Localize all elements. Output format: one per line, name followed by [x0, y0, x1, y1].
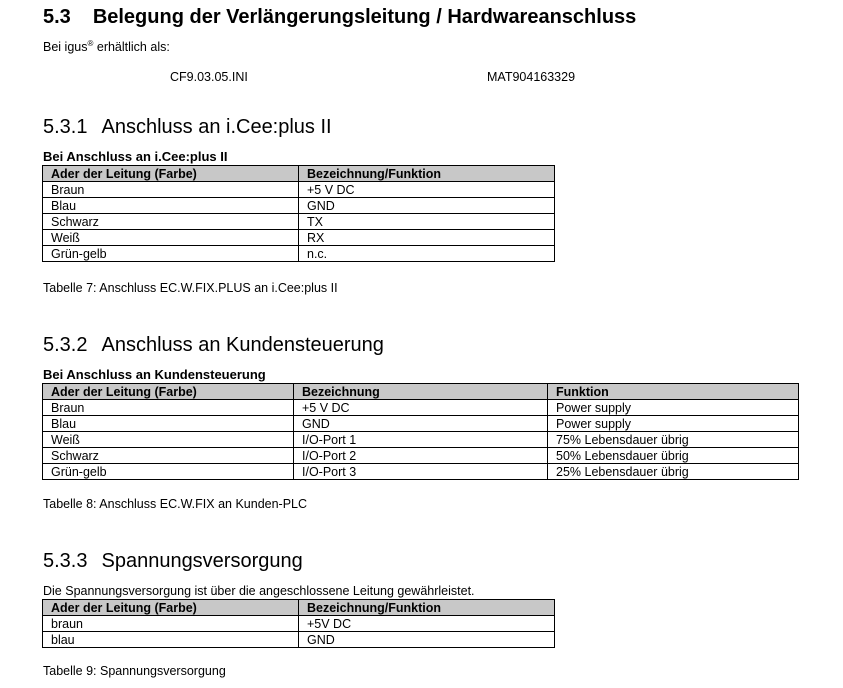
- cell: blau: [43, 632, 299, 648]
- subsection-heading-1: [43, 116, 332, 139]
- cell: GND: [299, 198, 555, 214]
- cell: Power supply: [548, 400, 799, 416]
- cell: I/O-Port 3: [294, 464, 548, 480]
- cell: I/O-Port 1: [294, 432, 548, 448]
- cell: 75% Lebensdauer übrig: [548, 432, 799, 448]
- cell: braun: [43, 616, 299, 632]
- column-header: Bezeichnung/Funktion: [299, 166, 555, 182]
- table-header-row: [43, 166, 555, 182]
- cell: Braun: [43, 400, 294, 416]
- cell: Power supply: [548, 416, 799, 432]
- table-row: [43, 432, 799, 448]
- cell: 25% Lebensdauer übrig: [548, 464, 799, 480]
- table-row: [43, 416, 799, 432]
- table-spannungsversorgung: [42, 599, 555, 648]
- table-row: [43, 464, 799, 480]
- subsection-number-3: 5.3.3: [43, 550, 88, 572]
- table-caption-8: Tabelle 8: Anschluss EC.W.FIX an Kunden-PLC: [43, 497, 308, 511]
- section-heading: [43, 6, 636, 29]
- cell: +5 V DC: [299, 182, 555, 198]
- intro-text: [43, 40, 170, 54]
- cell: Grün-gelb: [43, 464, 294, 480]
- table-row: [43, 400, 799, 416]
- table-label-1: Bei Anschluss an i.Cee:plus II: [43, 149, 228, 164]
- subsection-heading-3: [43, 550, 303, 573]
- cell: Schwarz: [43, 214, 299, 230]
- cell: Blau: [43, 416, 294, 432]
- registered-mark: ®: [87, 38, 94, 48]
- table-row: [43, 198, 555, 214]
- table-header-row: [43, 600, 555, 616]
- subsection-title-1: Anschluss an i.Cee:plus II: [101, 116, 332, 138]
- cell: TX: [299, 214, 555, 230]
- intro-prefix: Bei igus: [43, 40, 88, 54]
- subsection-title-3: Spannungsversorgung: [101, 550, 303, 572]
- column-header: Ader der Leitung (Farbe): [43, 600, 299, 616]
- table-row: [43, 246, 555, 262]
- cell: +5 V DC: [294, 400, 548, 416]
- subsection-number-1: 5.3.1: [43, 116, 88, 138]
- cell: Weiß: [43, 432, 294, 448]
- cell: GND: [294, 416, 548, 432]
- subsection-heading-2: [43, 334, 384, 357]
- cell: RX: [299, 230, 555, 246]
- cell: Grün-gelb: [43, 246, 299, 262]
- table-row: [43, 182, 555, 198]
- cell: Weiß: [43, 230, 299, 246]
- material-number: MAT904163329: [487, 70, 576, 84]
- cell: n.c.: [299, 246, 555, 262]
- cell: GND: [299, 632, 555, 648]
- column-header: Funktion: [548, 384, 799, 400]
- cell: Braun: [43, 182, 299, 198]
- cell: 50% Lebensdauer übrig: [548, 448, 799, 464]
- cell: Blau: [43, 198, 299, 214]
- intro-suffix: erhältlich als:: [93, 40, 170, 54]
- column-header: Ader der Leitung (Farbe): [43, 384, 294, 400]
- table-caption-7: Tabelle 7: Anschluss EC.W.FIX.PLUS an i.Cee:plus II: [43, 281, 338, 295]
- table-label-2: Bei Anschluss an Kundensteuerung: [43, 367, 266, 382]
- column-header: Bezeichnung/Funktion: [299, 600, 555, 616]
- subsection-title-2: Anschluss an Kundensteuerung: [101, 334, 384, 356]
- table-row: [43, 448, 799, 464]
- table-row: [43, 632, 555, 648]
- cell: Schwarz: [43, 448, 294, 464]
- column-header: Bezeichnung: [294, 384, 548, 400]
- supply-description: Die Spannungsversorgung ist über die angeschlossene Leitung gewährleistet.: [43, 584, 475, 598]
- table-header-row: [43, 384, 799, 400]
- table-caption-9: Tabelle 9: Spannungsversorgung: [43, 664, 226, 678]
- subsection-number-2: 5.3.2: [43, 334, 88, 356]
- product-code: CF9.03.05.INI: [170, 70, 248, 84]
- section-number: 5.3: [43, 6, 71, 28]
- table-row: [43, 616, 555, 632]
- section-title: Belegung der Verlängerungsleitung / Hardwareanschluss: [92, 6, 637, 28]
- table-row: [43, 230, 555, 246]
- cell: I/O-Port 2: [294, 448, 548, 464]
- column-header: Ader der Leitung (Farbe): [43, 166, 299, 182]
- table-kundensteuerung: [42, 383, 799, 480]
- table-icee-plus: [42, 165, 555, 262]
- cell: +5V DC: [299, 616, 555, 632]
- table-row: [43, 214, 555, 230]
